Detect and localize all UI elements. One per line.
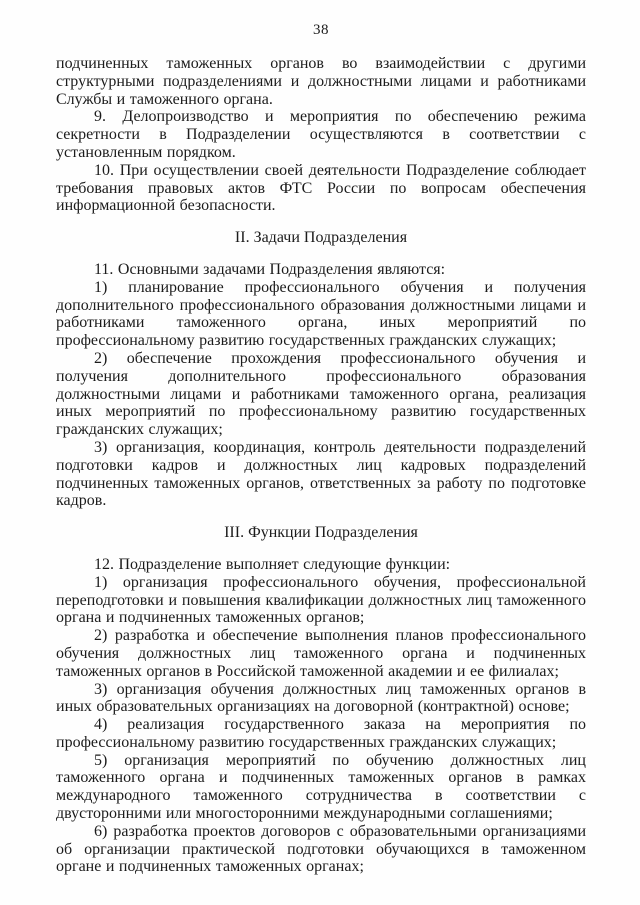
paragraph: 9. Делопроизводство и мероприятия по обеспечению режима секретности в Подразделении осуществляются в соответствии с установленным порядком.: [56, 108, 586, 161]
page-number: 38: [313, 22, 329, 38]
paragraph: 1) организация профессионального обучения, профессиональной переподготовки и повышения квалификации должностных лиц таможенного органа и подчиненных таможенных органов;: [56, 573, 586, 627]
section-heading: II. Задачи Подразделения: [234, 229, 408, 247]
paragraph: 3) организация, координация, контроль деятельности подразделений подготовки кадров и должностных лиц кадровых подразделений подчиненных таможенных органов, ответственных за работу по подготовке кадров.: [56, 438, 586, 510]
paragraph: 12. Подразделение выполняет следующие функции:: [94, 555, 451, 573]
paragraph: 2) обеспечение прохождения профессионального обучения и получения дополнительного профессионального образования должностными лицами и работниками таможенного органа, реализация иных мероприятий по профессиональному развитию государственных гражданских служащих;: [56, 349, 586, 439]
paragraph: 1) планирование профессионального обучения и получения дополнительного профессионального образования должностными лицами и работниками таможенного органа, иных мероприятий по профессиональному развитию государственных гражданских служащих;: [56, 278, 586, 350]
paragraph: 6) разработка проектов договоров с образовательными организациями об организации практической подготовки обучающихся в таможенном органе и подчиненных таможенных органах;: [56, 822, 586, 876]
paragraph: 10. При осуществлении своей деятельности Подразделение соблюдает требования правовых актов ФТС России по вопросам обеспечения информационной безопасности.: [56, 161, 586, 215]
section-heading: III. Функции Подразделения: [224, 524, 418, 542]
paragraph: подчиненных таможенных органов во взаимодействии с другими структурными подразделениями и должностными лицами и работниками Службы и таможенного органа.: [56, 55, 586, 108]
document-body: [56, 55, 586, 876]
paragraph: 11. Основными задачами Подразделения являются:: [94, 260, 446, 278]
paragraph: 3) организация обучения должностных лиц таможенных органов в иных образовательных организациях на договорной (контрактной) основе;: [56, 680, 586, 716]
paragraph: 2) разработка и обеспечение выполнения планов профессионального обучения должностных лиц таможенного органа и подчиненных таможенных органов в Российской таможенной академии и ее филиалах;: [56, 627, 586, 680]
paragraph: 5) организация мероприятий по обучению должностных лиц таможенного органа и подчиненных таможенных органов в рамках международного таможенного сотрудничества в соответствии с двусторонними или многосторонними международными соглашениями;: [56, 751, 586, 823]
paragraph: 4) реализация государственного заказа на мероприятия по профессиональному развитию государственных гражданских служащих;: [56, 716, 586, 751]
